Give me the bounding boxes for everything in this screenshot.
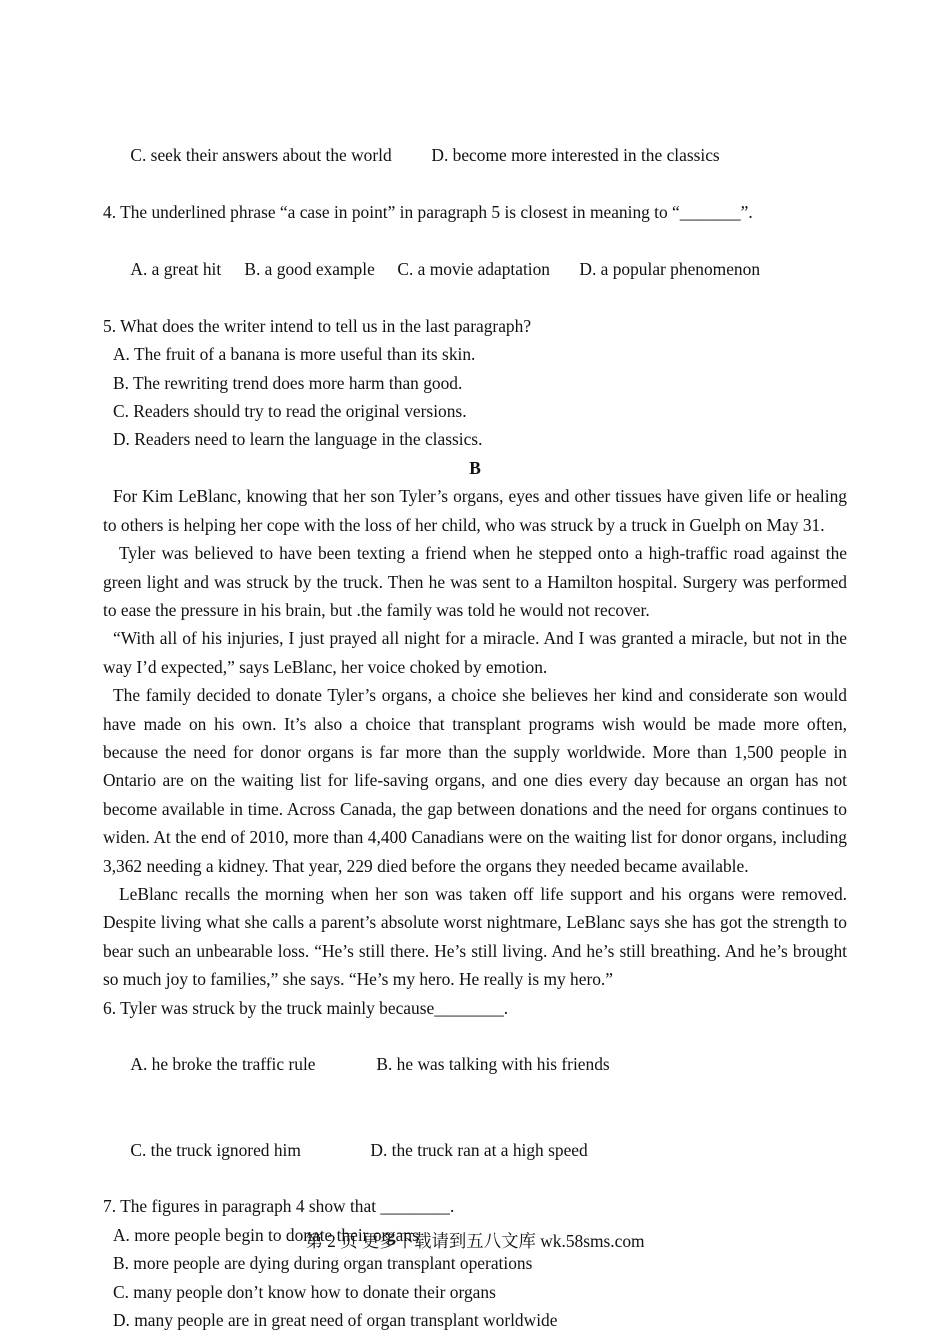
- q4-option-a: A. a great hit: [130, 259, 222, 280]
- q7-stem: 7. The figures in paragraph 4 show that ________.: [103, 1196, 455, 1217]
- q3-options-cd: [103, 113, 847, 198]
- passage-b-heading: B: [469, 457, 481, 478]
- q4-stem: 4. The underlined phrase “a case in point” in paragraph 5 is closest in meaning to “_______”.: [103, 202, 753, 223]
- passage-b-paragraph-2: Tyler was believed to have been texting a friend when he stepped onto a high-traffic road against the green light and was struck by the truck. Then he was sent to a Hamilton hospital. Surgery was performed to ease the pressure in his brain, but .the family was told he would not recover.: [103, 543, 847, 620]
- q5-option-a: A. The fruit of a banana is more useful than its skin.: [113, 344, 476, 365]
- q6-options-ab: [103, 1022, 847, 1107]
- passage-b-paragraph-5: LeBlanc recalls the morning when her son was taken off life support and his organs were removed. Despite living what she calls a parent’s absolute worst nightmare, LeBlanc says she has got the strength to bear such an unbearable loss. “He’s still there. He’s still living. And he’s still breathing. And he’s brought so much joy to families,” she says. “He’s my hero. He really is my hero.”: [103, 883, 847, 990]
- q7-option-a: A. more people begin to donate their organs: [113, 1224, 419, 1245]
- passage-b-paragraph-3: “With all of his injuries, I just prayed all night for a miracle. And I was granted a miracle, but not in the way I’d expected,” says LeBlanc, her voice choked by emotion.: [103, 628, 847, 677]
- document-page: [103, 113, 847, 1334]
- passage-b-paragraph-4: The family decided to donate Tyler’s organs, a choice she believes her kind and considerate son would have made on his own. It’s also a choice that transplant programs wish would be made more often, because the need for donor organs is far more than the supply worldwide. More than 1,500 people in Ontario are on the waiting list for life-saving organs, and one dies every day because an organ has not become available in time. Across Canada, the gap between donations and the need for organs continues to widen. At the end of 2010, more than 4,400 Canadians were on the waiting list for donor organs, including 3,362 needing a kidney. That year, 229 died before the organs they needed became available.: [103, 685, 847, 876]
- q7-option-b: B. more people are dying during organ transplant operations: [113, 1253, 533, 1274]
- page-footer: 第 2 页 更多下载请到五八文库 wk.58sms.com: [305, 1231, 645, 1251]
- q6-option-b: B. he was talking with his friends: [376, 1054, 610, 1075]
- q5-stem: 5. What does the writer intend to tell us in the last paragraph?: [103, 315, 532, 336]
- q4-option-d: D. a popular phenomenon: [579, 259, 761, 280]
- q4-option-b: B. a good example: [244, 259, 375, 280]
- q7-option-c: C. many people don’t know how to donate their organs: [113, 1281, 496, 1302]
- q5-option-c: C. Readers should try to read the original versions.: [113, 401, 467, 422]
- q6-option-d: D. the truck ran at a high speed: [370, 1139, 588, 1160]
- q4-options: [103, 227, 847, 312]
- q3-option-c: C. seek their answers about the world: [130, 145, 392, 166]
- passage-b-paragraph-1: For Kim LeBlanc, knowing that her son Tyler’s organs, eyes and other tissues have given life or healing to others is helping her cope with the loss of her child, who was struck by a truck in Guelph on May 31.: [103, 486, 847, 535]
- q5-option-b: B. The rewriting trend does more harm than good.: [113, 372, 463, 393]
- q4-option-c: C. a movie adaptation: [397, 259, 551, 280]
- q5-option-d: D. Readers need to learn the language in the classics.: [113, 429, 483, 450]
- q7-option-d: D. many people are in great need of organ transplant worldwide: [113, 1310, 558, 1331]
- q3-option-d: D. become more interested in the classics: [431, 145, 720, 166]
- q6-option-c: C. the truck ignored him: [130, 1139, 301, 1160]
- q6-stem: 6. Tyler was struck by the truck mainly because________.: [103, 997, 509, 1018]
- q6-option-a: A. he broke the traffic rule: [130, 1054, 316, 1075]
- q6-options-cd: [103, 1107, 847, 1192]
